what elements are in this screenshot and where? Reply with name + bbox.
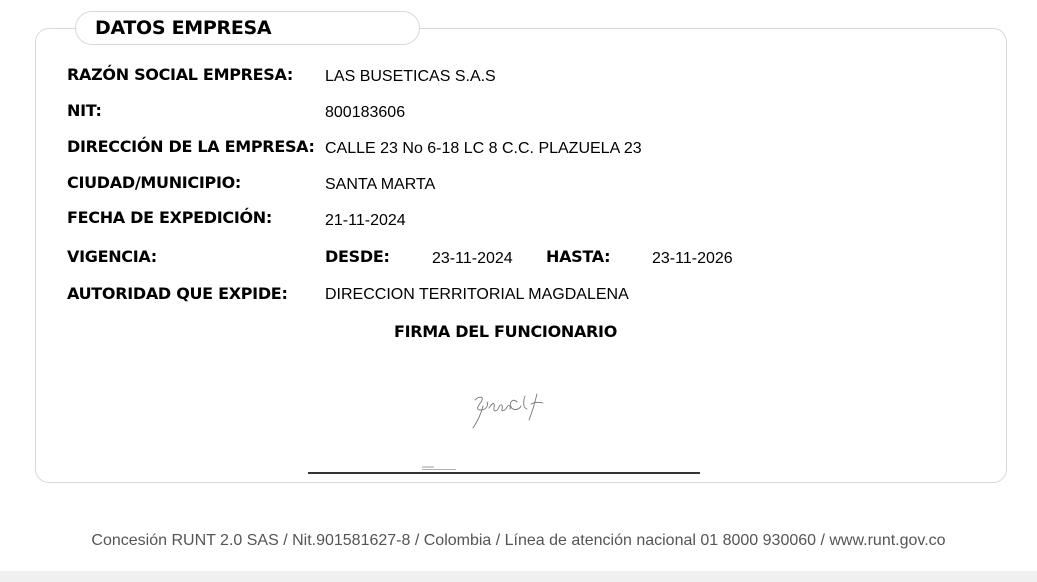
- desde-label: DESDE:: [325, 247, 390, 266]
- signature-microtext: [422, 466, 456, 471]
- desde-value: 23-11-2024: [432, 250, 513, 267]
- razon-social-value: LAS BUSETICAS S.A.S: [325, 68, 496, 85]
- autoridad-value: DIRECCION TERRITORIAL MAGDALENA: [325, 286, 629, 303]
- vigencia-label: VIGENCIA:: [67, 247, 157, 266]
- section-header-tab: [75, 11, 420, 45]
- direccion-value: CALLE 23 No 6-18 LC 8 C.C. PLAZUELA 23: [325, 140, 642, 157]
- direccion-label: DIRECCIÓN DE LA EMPRESA:: [67, 137, 315, 156]
- hasta-value: 23-11-2026: [652, 250, 733, 267]
- autoridad-label: AUTORIDAD QUE EXPIDE:: [67, 284, 288, 303]
- fecha-expedicion-value: 21-11-2024: [325, 212, 406, 229]
- signature-image: [465, 388, 555, 433]
- fecha-expedicion-label: FECHA DE EXPEDICIÓN:: [67, 208, 272, 227]
- razon-social-label: RAZÓN SOCIAL EMPRESA:: [67, 65, 293, 84]
- nit-label: NIT:: [67, 101, 102, 120]
- bottom-strip: [0, 571, 1037, 582]
- ciudad-value: SANTA MARTA: [325, 176, 436, 193]
- hasta-label: HASTA:: [546, 247, 611, 266]
- signature-line: [308, 472, 700, 474]
- ciudad-label: CIUDAD/MUNICIPIO:: [67, 173, 242, 192]
- section-title: DATOS EMPRESA: [95, 17, 272, 39]
- firma-title: FIRMA DEL FUNCIONARIO: [394, 322, 618, 341]
- nit-value: 800183606: [325, 104, 406, 121]
- footer-text: Concesión RUNT 2.0 SAS / Nit.901581627-8 / Colombia / Línea de atención nacional 01 8000 930060 / www.runt.gov.co: [91, 532, 946, 549]
